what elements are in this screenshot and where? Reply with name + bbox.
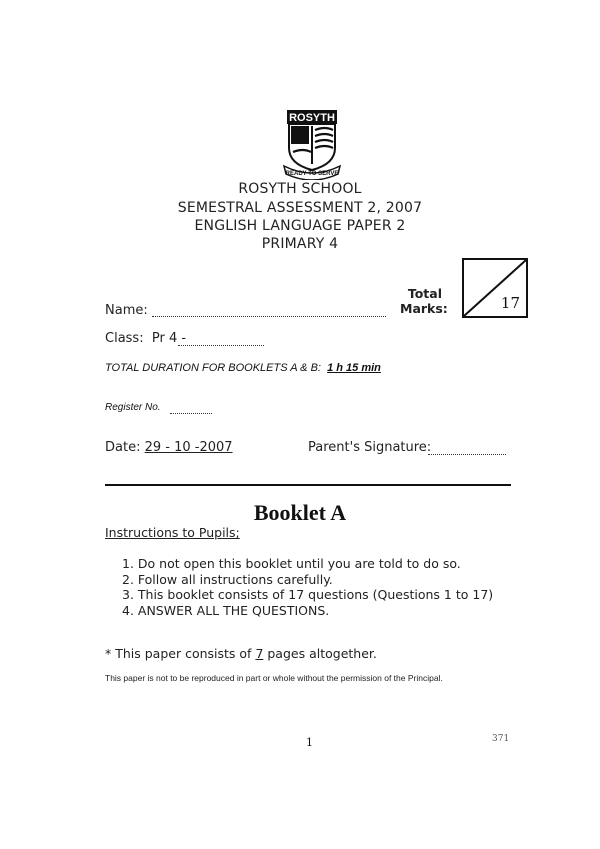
duration-text: TOTAL DURATION FOR BOOKLETS A & B: 1 h 15 min — [105, 362, 381, 374]
class-field[interactable] — [178, 345, 264, 346]
class-label: Class: Pr 4 - — [105, 331, 187, 346]
school-name: ROSYTH SCHOOL — [238, 181, 362, 197]
duration-value: 1 h 15 min — [327, 362, 381, 374]
max-marks: 17 — [500, 294, 520, 312]
register-field[interactable] — [170, 413, 212, 414]
list-item: 3. This booklet consists of 17 questions (Questions 1 to 17) — [122, 587, 494, 602]
assessment-title: SEMESTRAL ASSESSMENT 2, 2007 — [177, 200, 423, 216]
name-label: Name: — [105, 303, 148, 318]
page-number: 1 — [306, 736, 313, 749]
signature-field[interactable] — [428, 454, 506, 455]
page-code: 371 — [492, 734, 510, 744]
copyright-notice: This paper is not to be reproduced in part or whole without the permission of the Principal. — [105, 673, 443, 683]
signature-label: Parent's Signature: — [308, 440, 432, 455]
pages-note: * This paper consists of 7 pages altogether. — [105, 646, 377, 661]
list-item: 1. Do not open this booklet until you are told to do so. — [122, 556, 461, 571]
instructions-heading: Instructions to Pupils; — [105, 525, 240, 540]
list-item: 2. Follow all instructions carefully. — [122, 571, 333, 587]
total-marks-label: Total Marks: — [400, 286, 448, 316]
svg-text:READY TO SERVE: READY TO SERVE — [285, 171, 339, 177]
list-item: 4. ANSWER ALL THE QUESTIONS. — [122, 602, 330, 618]
total-marks-box[interactable] — [462, 258, 528, 318]
svg-text:ROSYTH: ROSYTH — [289, 112, 335, 124]
date-label: Date: 29 - 10 -2007 — [105, 440, 233, 455]
level-title: PRIMARY 4 — [261, 236, 339, 252]
name-field[interactable] — [152, 316, 386, 317]
paper-title: ENGLISH LANGUAGE PAPER 2 — [194, 218, 406, 234]
booklet-title: Booklet A — [253, 500, 347, 525]
pages-count: 7 — [255, 646, 264, 661]
divider — [105, 484, 511, 486]
date-value: 29 - 10 -2007 — [144, 440, 233, 455]
instructions-list — [122, 556, 493, 618]
school-crest-icon — [281, 108, 343, 180]
register-label: Register No. — [105, 402, 161, 413]
class-value: Pr 4 - — [151, 331, 187, 346]
